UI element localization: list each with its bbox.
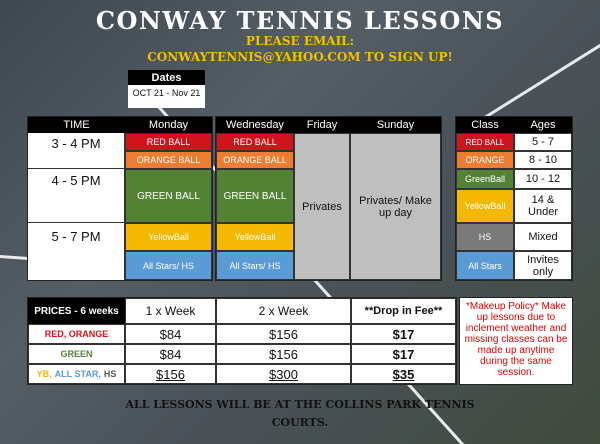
- price-value: $17: [351, 324, 456, 344]
- dates-header: Dates: [128, 70, 205, 85]
- footer-note: ALL LESSONS WILL BE AT THE COLLINS PARK TENNIS COURTS.: [125, 398, 475, 429]
- wednesday-header: Wednesday: [216, 117, 294, 133]
- price-value: $156: [216, 324, 351, 344]
- wednesday-yellow-ball: YellowBall: [216, 223, 294, 251]
- prices-table: [27, 297, 457, 385]
- friday-privates: Privates: [294, 133, 350, 280]
- time-slot: 4 - 5 PM: [28, 169, 125, 223]
- price-row-label: GREEN: [28, 344, 125, 364]
- price-value: $300: [216, 364, 351, 384]
- label-yb: YB,: [36, 369, 52, 379]
- price-value: $84: [125, 324, 216, 344]
- page-title: CONWAY TENNIS LESSONS: [95, 6, 505, 35]
- ages-header: Ages: [514, 117, 572, 133]
- price-row-label: [28, 364, 125, 384]
- monday-all-stars: All Stars/ HS: [125, 251, 212, 280]
- prices-header: PRICES - 6 weeks: [28, 298, 125, 324]
- label-all-star: ALL STAR,: [54, 369, 101, 379]
- price-value: $84: [125, 344, 216, 364]
- ages-hs: Mixed: [514, 223, 572, 251]
- court-line: [470, 35, 600, 128]
- schedule-week-table: [215, 116, 442, 281]
- time-slot: 5 - 7 PM: [28, 223, 125, 280]
- dates-range: OCT 21 - Nov 21: [132, 88, 201, 98]
- schedule-monday-table: [27, 116, 213, 281]
- monday-orange-ball: ORANGE BALL: [125, 151, 212, 169]
- sunday-header: Sunday: [350, 117, 441, 133]
- price-value: $156: [125, 364, 216, 384]
- makeup-policy: *Makeup Policy* Make up lessons due to inclement weather and missing classes can be made up anytime during the same session.: [459, 297, 573, 385]
- email-line: CONWAYTENNIS@YAHOO.COM TO SIGN UP!: [147, 50, 453, 64]
- monday-green-ball: GREEN BALL: [125, 169, 212, 223]
- price-col-1x: 1 x Week: [125, 298, 216, 324]
- class-red-ball: RED BALL: [456, 133, 514, 151]
- label-hs: HS: [103, 369, 117, 379]
- price-col-2x: 2 x Week: [216, 298, 351, 324]
- monday-yellow-ball: YellowBall: [125, 223, 212, 251]
- monday-red-ball: RED BALL: [125, 133, 212, 151]
- time-slot: 3 - 4 PM: [28, 133, 125, 169]
- price-col-drop-in: **Drop in Fee**: [351, 298, 456, 324]
- class-green: GreenBall: [456, 169, 514, 189]
- price-value: $17: [351, 344, 456, 364]
- ages-all-stars: Invites only: [514, 251, 572, 280]
- class-hs: HS: [456, 223, 514, 251]
- ages-orange: 8 - 10: [514, 151, 572, 169]
- sunday-privates-makeup: Privates/ Make up day: [350, 133, 441, 280]
- email-prompt: PLEASE EMAIL:: [245, 34, 355, 48]
- class-yellow: YellowBall: [456, 189, 514, 223]
- friday-header: Friday: [294, 117, 350, 133]
- class-ages-table: [455, 116, 573, 281]
- price-value: $156: [216, 344, 351, 364]
- price-row-label: RED, ORANGE: [28, 324, 125, 344]
- ages-red-ball: 5 - 7: [514, 133, 572, 151]
- ages-yellow: 14 & Under: [514, 189, 572, 223]
- class-orange: ORANGE: [456, 151, 514, 169]
- wednesday-green-ball: GREEN BALL: [216, 169, 294, 223]
- monday-header: Monday: [125, 117, 212, 133]
- wednesday-red-ball: RED BALL: [216, 133, 294, 151]
- time-header: TIME: [28, 117, 125, 133]
- class-header: Class: [456, 117, 514, 133]
- wednesday-all-stars: All Stars/ HS: [216, 251, 294, 280]
- dates-box: [128, 70, 205, 108]
- wednesday-orange-ball: ORANGE BALL: [216, 151, 294, 169]
- class-all-stars: All Stars: [456, 251, 514, 280]
- ages-green: 10 - 12: [514, 169, 572, 189]
- price-value: $35: [351, 364, 456, 384]
